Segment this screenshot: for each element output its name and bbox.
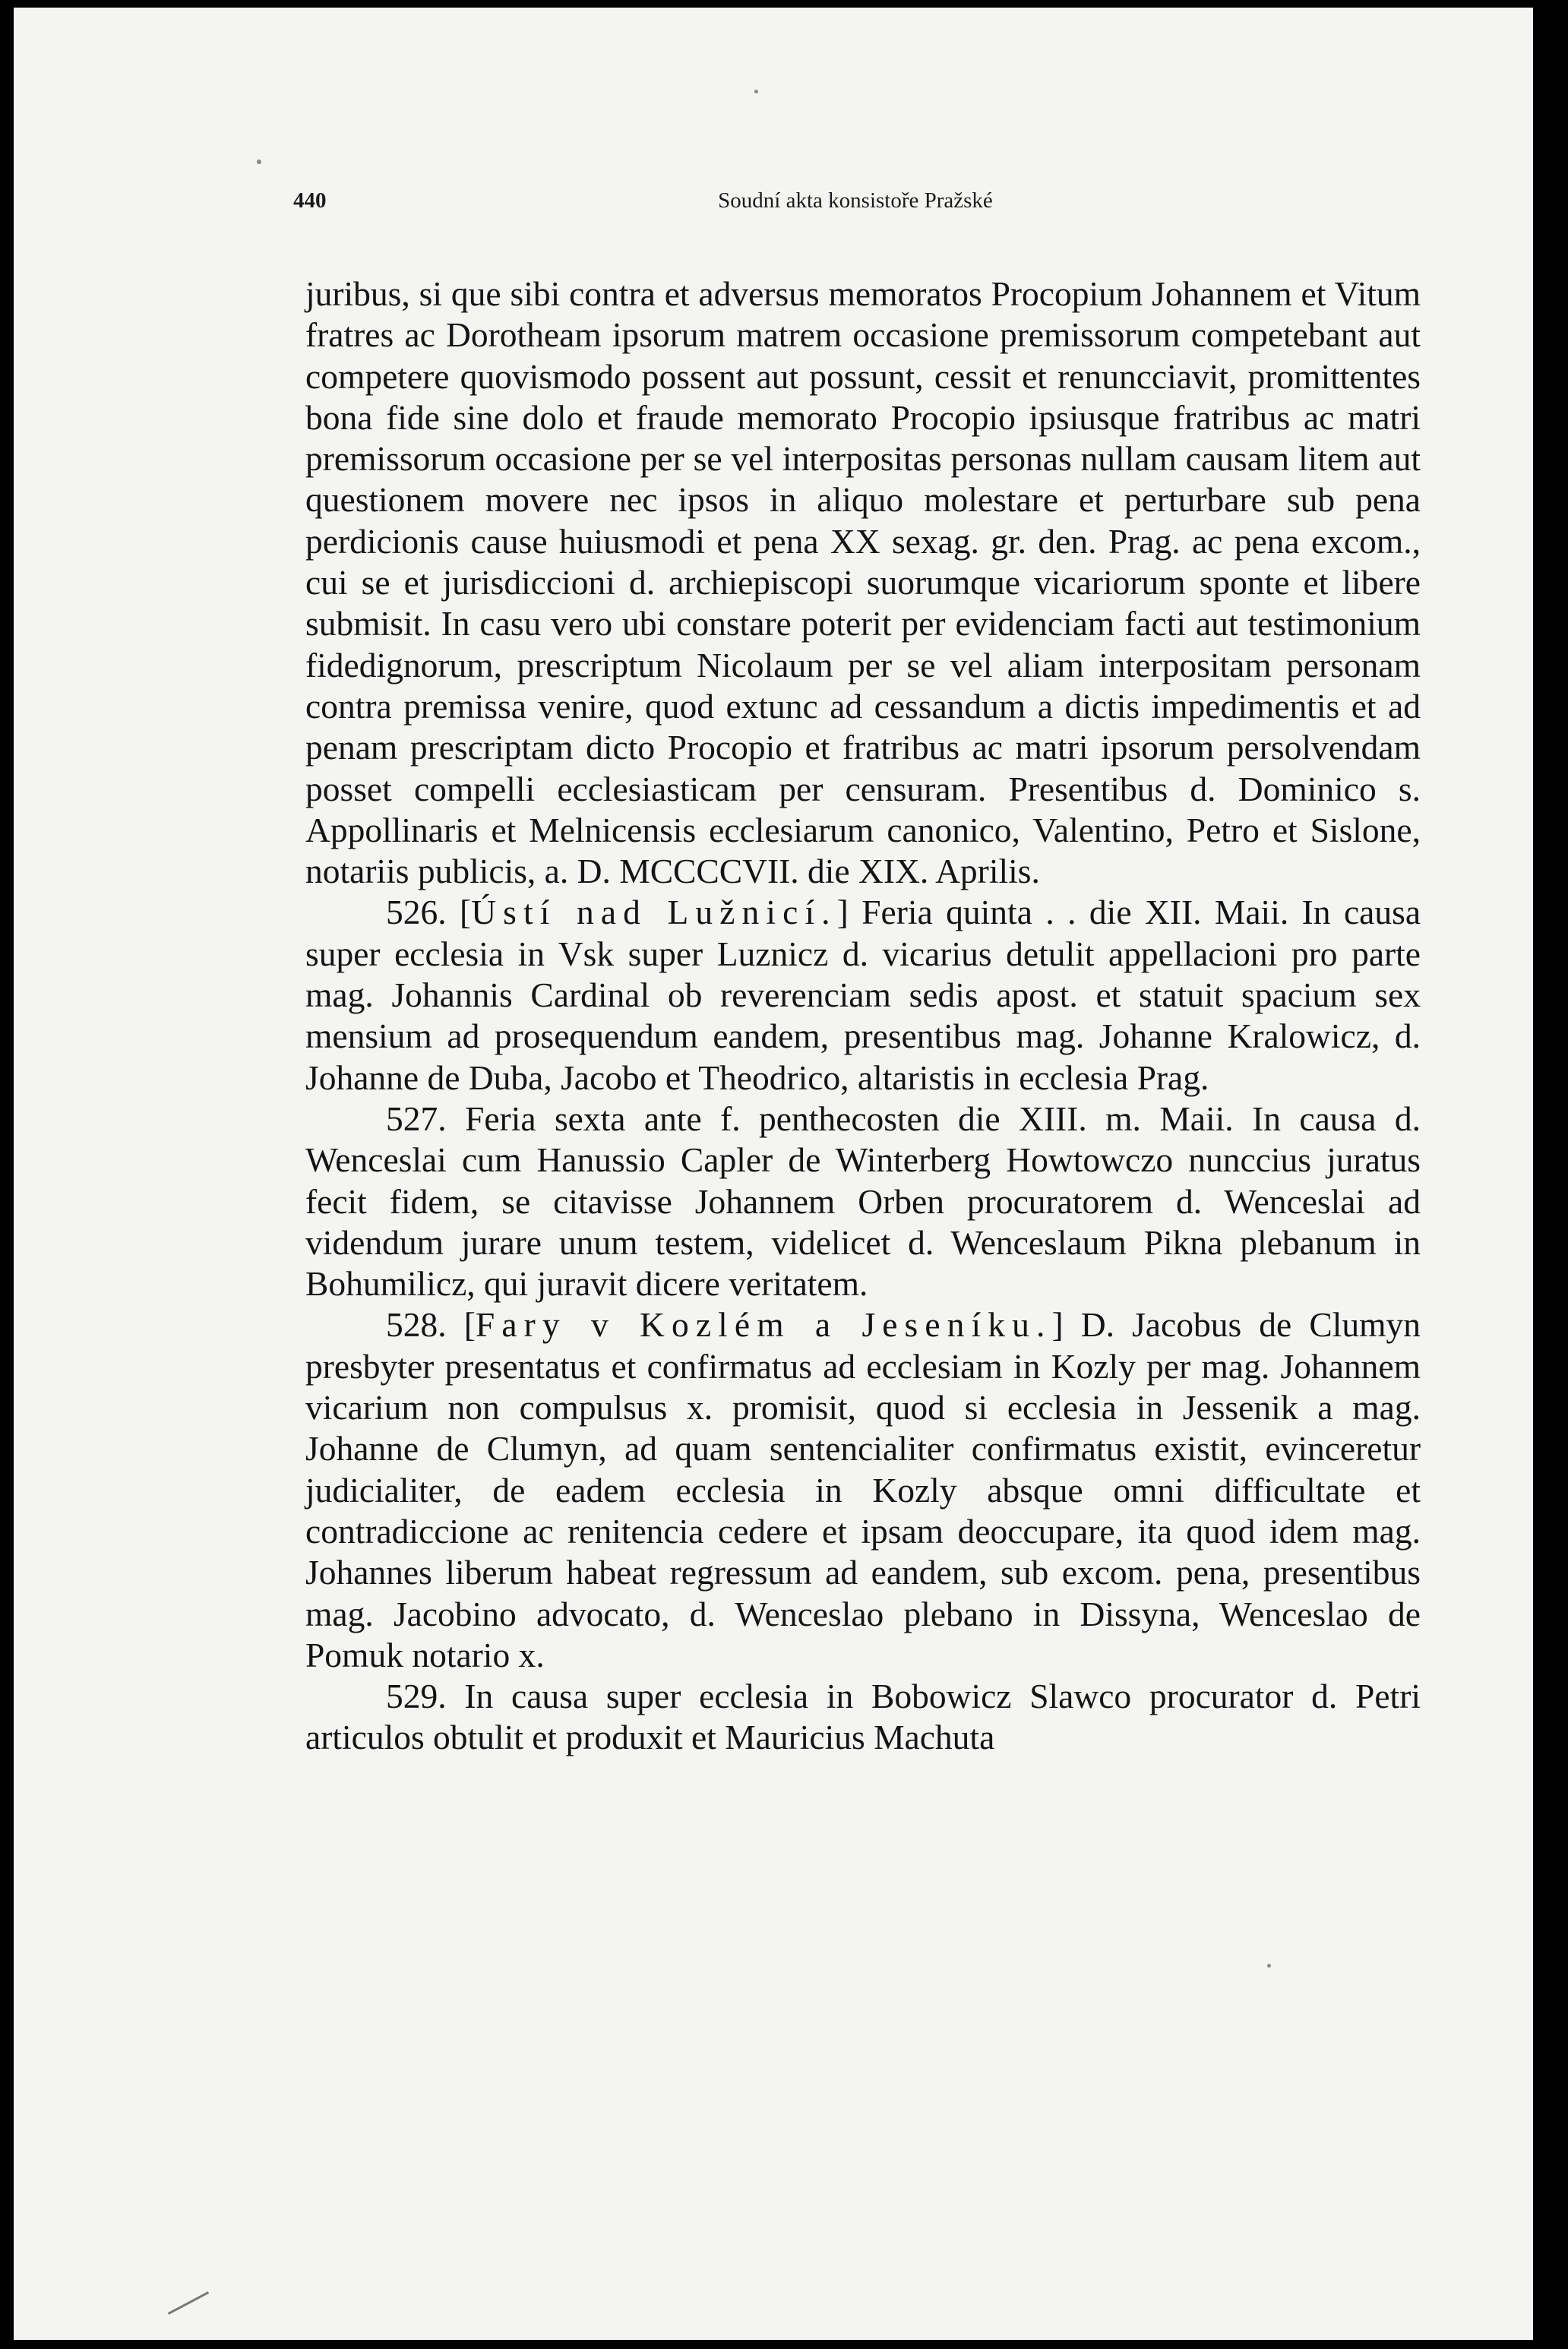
dust-speck [754, 90, 758, 93]
text-run: 529. In causa super ecclesia in Bobowicz Slawco procurator d. Petri articulos obtulit et produxit et Mauricius Machuta [305, 1677, 1421, 1757]
text-run: juribus, si que sibi contra et adversus memoratos Procopium Johannem et Vitum fratres ac Dorotheam ipsorum matrem occasione premissorum competebant aut competere quovismodo possent aut possunt, cessit et renuncciavit, promittentes bona fide sine dolo et fraude memorato Procopio ipsiusque fratribus ac matri premissorum occasione per se vel interpositas personas nullam causam litem aut questionem movere nec ipsos in aliquo molestare et perturbare sub pena perdicionis cause huiusmodi et pena XX sexag. gr. den. Prag. ac pena excom., cui se et jurisdiccioni d. archiepiscopi suorumque vicariorum sponte et libere submisit. In casu vero ubi constare poterit per evidenciam facti aut testimonium fidedignorum, prescriptum Nicolaum per se vel aliam interpositam personam contra premissa venire, quod extunc ad cessandum a dictis impedimentis et ad penam prescriptam dicto Procopio et fratribus ac matri ipsorum persolvendam posset compelli ecclesiasticam per censuram. Presentibus d. Dominico s. Appollinaris et Melnicensis ecclesiarum canonico, Valentino, Petro et Sislone, notariis publicis, a. D. MCCCCVII. die XIX. Aprilis. [305, 274, 1421, 891]
paragraph-entry-526 [305, 892, 1421, 1098]
book-page [14, 8, 1533, 2340]
paragraph-entry-529 [305, 1676, 1421, 1759]
text-run: 527. Feria sexta ante f. penthecosten die XIII. m. Maii. In causa d. Wenceslai cum Hanussio Capler de Winterberg Howtowczo nunccius juratus fecit fidem, se citavisse Johannem Orben procuratorem d. Wenceslai ad videndum jurare unum testem, videlicet d. Wenceslaum Pikna plebanum in Bohumilicz, qui juravit dicere veritatem. [305, 1099, 1421, 1304]
scan-scratch [168, 2291, 209, 2315]
dust-speck [1267, 1964, 1271, 1968]
body-text [305, 273, 1421, 1759]
text-run: 526. [ [386, 893, 472, 932]
paragraph-entry-527 [305, 1099, 1421, 1304]
page-number: 440 [293, 188, 327, 213]
text-run: ] D. Jacobus de Clumyn presbyter presentatus et confirmatus ad ecclesiam in Kozly per mag. Johannem vicarium non compulsus x. promisit, quod si ecclesia in Jessenik a mag. Johanne de Clumyn, ad quam sentencialiter confirmatus existit, evinceretur judicialiter, de eadem ecclesia in Kozly absque omni difficultate et contradiccione ac renitencia cedere et ipsam deoccupare, ita quod idem mag. Johannes liberum habeat regressum ad eandem, sub excom. pena, presentibus mag. Jacobino advocato, d. Wenceslao plebano in Dissyna, Wenceslao de Pomuk notario x. [305, 1305, 1421, 1674]
running-title: Soudní akta konsistoře Pražské [718, 188, 993, 213]
paragraph-continuation [305, 273, 1421, 892]
text-run: ] Feria quinta . . die XII. Maii. In causa super ecclesia in Vsk super Luznicz d. vicarius detulit appellacioni pro parte mag. Johannis Cardinal ob reverenciam sedis apost. et statuit spacium sex mensium ad prosequendum eandem, presentibus mag. Johanne Kralowicz, d. Johanne de Duba, Jacobo et Theodrico, altaristis in ecclesia Prag. [305, 893, 1421, 1097]
dust-speck [257, 160, 261, 164]
place-name: Ústí nad Lužnicí. [471, 893, 837, 932]
text-run: 528. [ [386, 1305, 476, 1345]
paragraph-entry-528 [305, 1304, 1421, 1676]
place-name: Fary v Kozlém a Jeseníku. [475, 1305, 1052, 1345]
running-head [293, 188, 1418, 219]
